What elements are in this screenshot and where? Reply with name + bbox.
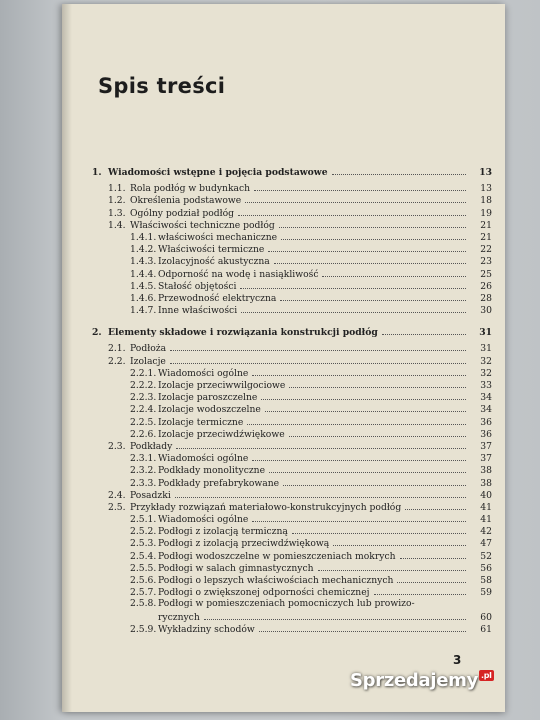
toc-entry-number: 2.5.9. bbox=[130, 623, 157, 635]
toc-entry-page: 32 bbox=[480, 355, 492, 367]
table-of-contents bbox=[92, 166, 492, 635]
toc-entry-page: 28 bbox=[480, 292, 492, 304]
toc-leader-dots bbox=[170, 355, 466, 364]
toc-entry-page: 38 bbox=[480, 477, 492, 489]
toc-entry-number: 2.5.1. bbox=[130, 514, 157, 526]
toc-leader-dots bbox=[252, 367, 466, 376]
page-title: Spis treści bbox=[98, 74, 226, 98]
toc-entry bbox=[92, 477, 492, 489]
toc-entry bbox=[92, 391, 492, 403]
toc-entry-label: Ogólny podział podłóg bbox=[130, 207, 235, 219]
toc-entry-number: 1.4.2. bbox=[130, 244, 157, 256]
toc-entry bbox=[92, 574, 492, 586]
toc-entry bbox=[92, 379, 492, 391]
toc-entry-number: 1.4.6. bbox=[130, 292, 157, 304]
toc-entry bbox=[92, 182, 492, 194]
toc-entry-label: Izolacje paroszczelne bbox=[158, 392, 258, 404]
toc-entry bbox=[92, 342, 492, 354]
toc-leader-dots bbox=[254, 182, 466, 191]
toc-entry-page: 23 bbox=[480, 256, 492, 268]
toc-entry-number: 1.4.5. bbox=[130, 280, 157, 292]
toc-entry bbox=[92, 611, 492, 623]
toc-entry-label: Podłogi o zwiększonej odporności chemicznej bbox=[158, 587, 370, 599]
toc-entry bbox=[92, 207, 492, 219]
toc-entry bbox=[92, 268, 492, 280]
toc-leader-dots bbox=[281, 231, 466, 240]
toc-entry-label: Izolacje bbox=[130, 355, 166, 367]
toc-leader-dots bbox=[332, 166, 466, 175]
toc-entry-label: Określenia podstawowe bbox=[130, 195, 242, 207]
toc-leader-dots bbox=[252, 452, 466, 461]
toc-entry-page: 36 bbox=[480, 416, 492, 428]
toc-entry-page: 21 bbox=[480, 231, 492, 243]
toc-entry-label: Przewodność elektryczna bbox=[158, 292, 277, 304]
toc-entry bbox=[92, 304, 492, 316]
toc-leader-dots bbox=[374, 586, 466, 595]
watermark-badge: .pl bbox=[481, 671, 492, 680]
toc-leader-dots bbox=[247, 416, 466, 425]
toc-entry-label: Właściwości techniczne podłóg bbox=[130, 219, 275, 231]
toc-entry-page: 59 bbox=[480, 587, 492, 599]
toc-entry-label: Izolacje termiczne bbox=[158, 416, 244, 428]
toc-entry-label: Podłogi z izolacją termiczną bbox=[158, 526, 288, 538]
toc-entry-label: Podkłady monolityczne bbox=[158, 465, 266, 477]
toc-leader-dots bbox=[283, 477, 466, 486]
toc-entry-label: Przykłady rozwiązań materiałowo-konstrukcyjnych podłóg bbox=[130, 501, 402, 513]
toc-entry-label: właściwości mechaniczne bbox=[158, 231, 278, 243]
toc-entry bbox=[92, 243, 492, 255]
toc-entry bbox=[92, 537, 492, 549]
toc-entry bbox=[92, 440, 492, 452]
toc-entry bbox=[92, 428, 492, 440]
toc-leader-dots bbox=[333, 537, 466, 546]
toc-entry-number: 2.2.3. bbox=[130, 392, 157, 404]
toc-leader-dots bbox=[204, 611, 466, 620]
toc-entry-label: Podłogi wodoszczelne w pomieszczeniach mokrych bbox=[158, 550, 396, 562]
toc-entry-number: 1.4.7. bbox=[130, 305, 157, 317]
toc-entry-label: Podłogi z izolacją przeciwdźwiękową bbox=[158, 538, 330, 550]
toc-entry-page: 61 bbox=[480, 623, 492, 635]
toc-leader-dots bbox=[400, 550, 466, 559]
toc-entry bbox=[92, 464, 492, 476]
toc-entry bbox=[92, 623, 492, 635]
toc-entry bbox=[92, 598, 492, 610]
toc-entry-label: Właściwości termiczne bbox=[158, 244, 265, 256]
toc-entry bbox=[92, 525, 492, 537]
toc-entry-number: 2.5.7. bbox=[130, 587, 157, 599]
toc-entry-page: 31 bbox=[480, 343, 492, 355]
toc-entry-page: 18 bbox=[480, 195, 492, 207]
toc-entry-number: 1.3. bbox=[108, 207, 126, 219]
toc-leader-dots bbox=[289, 428, 466, 437]
toc-entry bbox=[92, 416, 492, 428]
toc-leader-dots bbox=[175, 489, 466, 498]
toc-entry-label: Rola podłóg w budynkach bbox=[130, 183, 251, 195]
toc-entry-number: 1.4. bbox=[108, 219, 126, 231]
toc-entry-page: 33 bbox=[480, 380, 492, 391]
toc-entry-number: 2.3. bbox=[108, 440, 126, 452]
toc-entry bbox=[92, 489, 492, 501]
toc-entry bbox=[92, 355, 492, 367]
toc-entry-page: 13 bbox=[479, 167, 492, 178]
toc-entry-page: 34 bbox=[480, 392, 492, 404]
toc-entry bbox=[92, 501, 492, 513]
toc-entry-number: 1.4.4. bbox=[130, 268, 157, 280]
toc-entry-page: 26 bbox=[480, 280, 492, 292]
toc-leader-dots bbox=[268, 243, 466, 252]
toc-chapter bbox=[92, 166, 492, 178]
toc-entry-number: 1.4.1. bbox=[130, 231, 157, 243]
watermark-text: Sprzedajemy bbox=[350, 670, 479, 691]
toc-entry-label: Wiadomości ogólne bbox=[158, 453, 249, 465]
toc-entry bbox=[92, 292, 492, 304]
toc-leader-dots bbox=[252, 513, 466, 522]
toc-entry-label: Podłogi w pomieszczeniach pomocniczych lub prowizo- bbox=[158, 598, 415, 610]
toc-entry-page: 42 bbox=[480, 526, 492, 538]
toc-entry-page: 47 bbox=[480, 538, 492, 550]
toc-entry-page: 21 bbox=[480, 219, 492, 231]
toc-leader-dots bbox=[245, 194, 466, 203]
toc-leader-dots bbox=[318, 562, 466, 571]
toc-leader-dots bbox=[279, 219, 466, 228]
toc-entry-page: 41 bbox=[480, 501, 492, 513]
toc-entry-label: Elementy składowe i rozwiązania konstrukcji podłóg bbox=[108, 327, 378, 339]
toc-entry-number: 2.5.4. bbox=[130, 550, 157, 562]
toc-entry-page: 32 bbox=[480, 367, 492, 379]
page-number: 3 bbox=[453, 653, 462, 667]
watermark-logo bbox=[350, 670, 494, 691]
toc-entry-page: 22 bbox=[480, 244, 492, 256]
toc-entry bbox=[92, 219, 492, 231]
toc-entry bbox=[92, 255, 492, 267]
toc-entry-number: 2.2.4. bbox=[130, 404, 157, 416]
toc-entry-page: 13 bbox=[480, 183, 492, 195]
toc-entry-number: 2.2. bbox=[108, 355, 126, 367]
toc-leader-dots bbox=[170, 342, 466, 351]
toc-entry-number: 2.5.2. bbox=[130, 526, 157, 538]
toc-leader-dots bbox=[322, 268, 466, 277]
toc-entry bbox=[92, 550, 492, 562]
toc-leader-dots bbox=[269, 464, 466, 473]
toc-entry-number: 2.5.6. bbox=[130, 575, 157, 586]
toc-entry-number: 2.3.1. bbox=[130, 453, 157, 465]
toc-entry-number: 2.1. bbox=[108, 343, 126, 355]
toc-entry-page: 34 bbox=[480, 404, 492, 416]
toc-entry-number: 1. bbox=[92, 167, 102, 178]
toc-entry-label: Podłogi w salach gimnastycznych bbox=[158, 562, 314, 574]
toc-entry-page: 38 bbox=[480, 465, 492, 477]
toc-entry-label: Inne właściwości bbox=[158, 305, 238, 317]
toc-entry-page: 37 bbox=[480, 453, 492, 465]
toc-leader-dots bbox=[176, 440, 466, 449]
toc-entry-number: 1.2. bbox=[108, 195, 126, 207]
toc-leader-dots bbox=[289, 379, 466, 388]
toc-leader-dots bbox=[292, 525, 466, 534]
toc-leader-dots bbox=[280, 292, 466, 301]
toc-chapter bbox=[92, 326, 492, 338]
toc-entry-label: Wykładziny schodów bbox=[158, 623, 255, 635]
toc-entry-label: Wiadomości ogólne bbox=[158, 514, 249, 526]
toc-entry-label: Stałość objętości bbox=[158, 280, 237, 292]
toc-entry-number: 2.2.5. bbox=[130, 416, 157, 428]
toc-leader-dots bbox=[405, 501, 466, 510]
toc-entry-number: 2.3.3. bbox=[130, 477, 157, 489]
toc-entry-page: 40 bbox=[480, 489, 492, 501]
book-page bbox=[62, 4, 505, 712]
toc-entry-number: 2. bbox=[92, 327, 102, 339]
toc-entry-number: 2.5.5. bbox=[130, 562, 157, 574]
toc-entry-page: 37 bbox=[480, 440, 492, 452]
toc-entry bbox=[92, 280, 492, 292]
toc-entry-label: Izolacje przeciwdźwiękowe bbox=[158, 428, 285, 440]
toc-entry-number: 2.2.2. bbox=[130, 380, 157, 391]
toc-leader-dots bbox=[240, 280, 466, 289]
toc-entry-page: 41 bbox=[480, 514, 492, 526]
toc-entry-page: 25 bbox=[480, 268, 492, 280]
toc-leader-dots bbox=[238, 207, 466, 216]
toc-entry-page: 30 bbox=[480, 305, 492, 317]
toc-entry-number: 2.3.2. bbox=[130, 465, 157, 477]
toc-entry-label: Podłogi o lepszych właściwościach mechanicznych bbox=[158, 575, 394, 586]
toc-leader-dots bbox=[274, 255, 466, 264]
toc-leader-dots bbox=[265, 403, 466, 412]
toc-entry-label: Odporność na wodę i nasiąkliwość bbox=[158, 268, 319, 280]
toc-entry bbox=[92, 403, 492, 415]
toc-entry-label: Posadzki bbox=[130, 489, 171, 501]
toc-leader-dots bbox=[259, 623, 466, 632]
toc-entry bbox=[92, 231, 492, 243]
toc-entry bbox=[92, 367, 492, 379]
toc-entry bbox=[92, 586, 492, 598]
toc-leader-dots bbox=[382, 326, 466, 335]
toc-entry-page: 58 bbox=[480, 575, 492, 586]
toc-entry-page: 19 bbox=[480, 207, 492, 219]
toc-entry bbox=[92, 513, 492, 525]
toc-entry-page: 60 bbox=[480, 611, 492, 623]
toc-leader-dots bbox=[241, 304, 466, 313]
toc-entry-number: 1.4.3. bbox=[130, 256, 157, 268]
toc-entry-number: 2.5.3. bbox=[130, 538, 157, 550]
toc-entry-number: 2.4. bbox=[108, 489, 126, 501]
toc-entry-label: Izolacje przeciwwilgociowe bbox=[158, 380, 286, 391]
toc-entry-label: Wiadomości wstępne i pojęcia podstawowe bbox=[108, 167, 328, 178]
toc-entry bbox=[92, 452, 492, 464]
toc-entry-number: 2.2.6. bbox=[130, 428, 157, 440]
toc-leader-dots bbox=[397, 574, 466, 583]
toc-entry-number: 2.2.1. bbox=[130, 367, 157, 379]
toc-entry-page: 31 bbox=[479, 327, 492, 339]
toc-entry-label: Izolacje wodoszczelne bbox=[158, 404, 261, 416]
toc-entry-number: 2.5.8. bbox=[130, 598, 157, 610]
toc-entry-page: 52 bbox=[480, 550, 492, 562]
toc-entry-label: rycznych bbox=[158, 611, 200, 623]
toc-entry-label: Izolacyjność akustyczna bbox=[158, 256, 270, 268]
toc-entry-page: 56 bbox=[480, 562, 492, 574]
toc-leader-dots bbox=[261, 391, 466, 400]
toc-entry-label: Podkłady prefabrykowane bbox=[158, 477, 280, 489]
toc-entry-number: 2.5. bbox=[108, 501, 126, 513]
toc-entry bbox=[92, 194, 492, 206]
toc-entry-page: 36 bbox=[480, 428, 492, 440]
toc-entry-number: 1.1. bbox=[108, 183, 126, 195]
toc-entry-label: Podkłady bbox=[130, 440, 173, 452]
toc-entry-label: Wiadomości ogólne bbox=[158, 367, 249, 379]
toc-entry bbox=[92, 562, 492, 574]
toc-entry-label: Podłoża bbox=[130, 343, 167, 355]
